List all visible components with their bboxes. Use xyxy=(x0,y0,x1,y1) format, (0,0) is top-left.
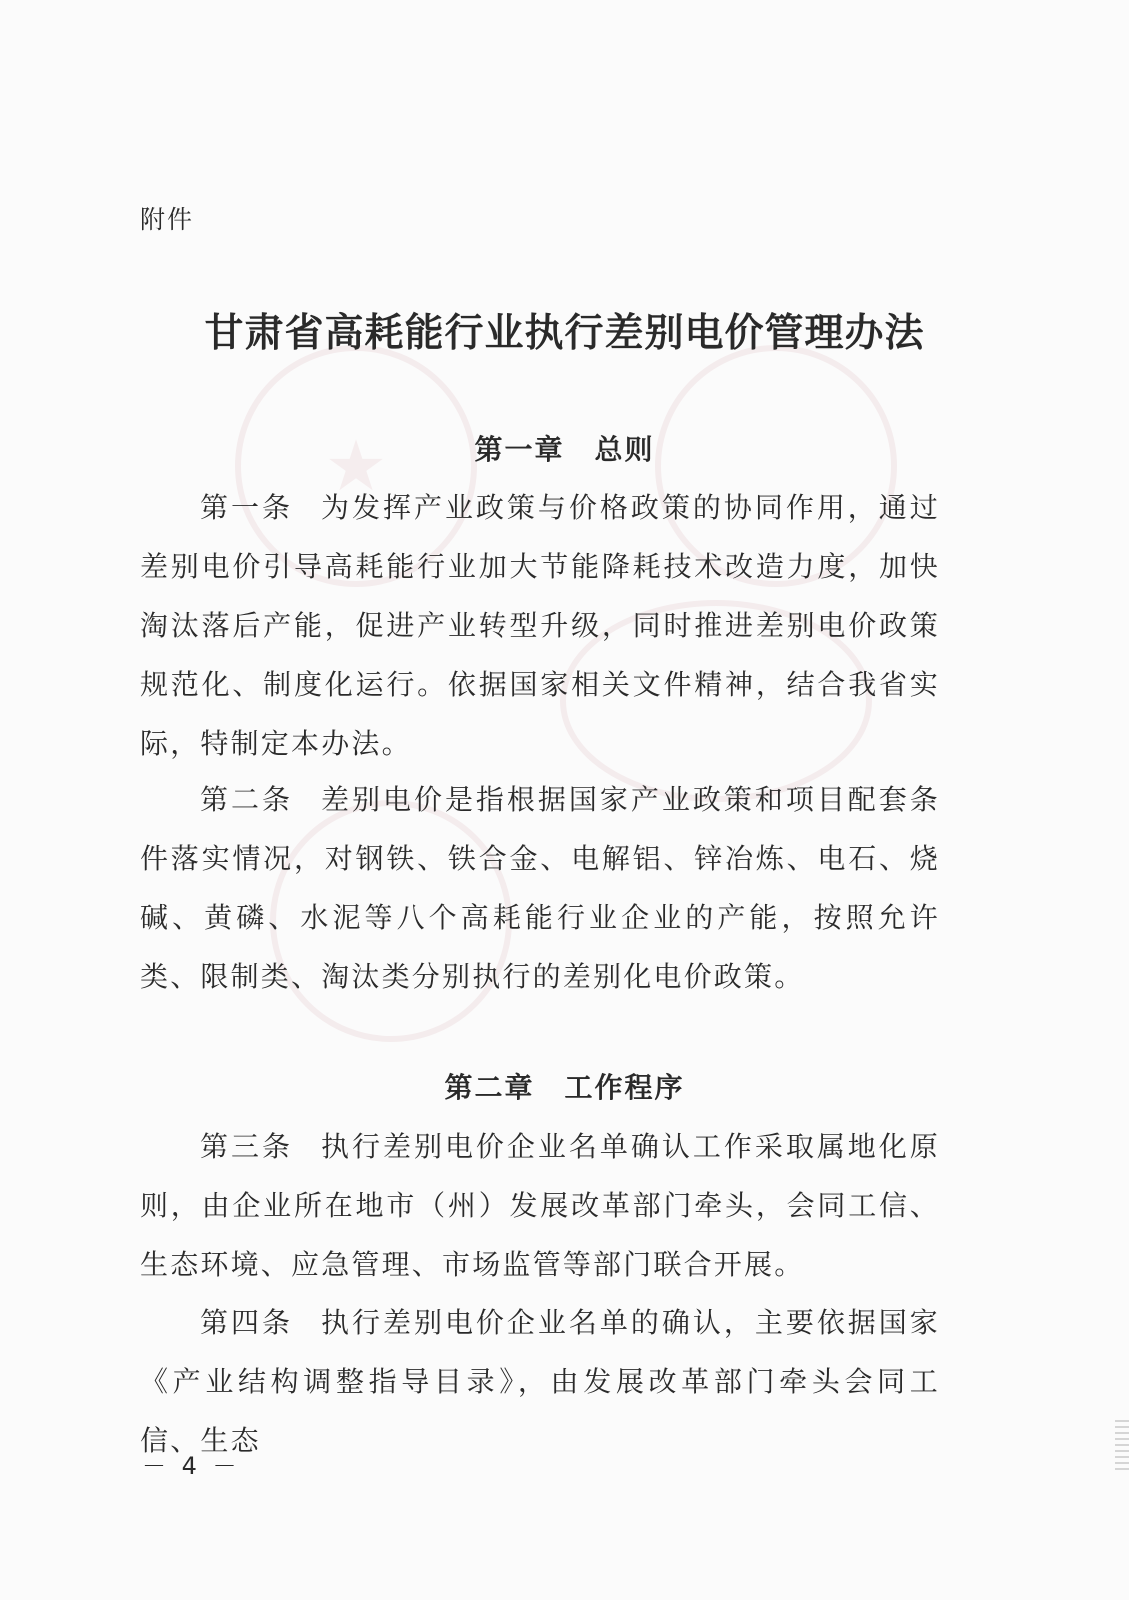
annex-label: 附件 xyxy=(140,205,195,234)
article-paragraph xyxy=(140,478,940,773)
article-text: 差别电价是指根据国家产业政策和项目配套条件落实情况，对钢铁、铁合金、电解铝、锌冶炼、电石、烧碱、黄磷、水泥等八个高耗能行业企业的产能，按照允许类、限制类、淘汰类分别执行的差别化电价政策。 xyxy=(140,783,940,993)
article-label: 第一条 xyxy=(200,491,293,524)
article-text: 执行差别电价企业名单的确认，主要依据国家《产业结构调整指导目录》，由发展改革部门牵头会同工信、生态 xyxy=(140,1306,940,1457)
article-text: 执行差别电价企业名单确认工作采取属地化原则，由企业所在地市（州）发展改革部门牵头，会同工信、生态环境、应急管理、市场监管等部门联合开展。 xyxy=(140,1130,940,1281)
scan-edge-mark xyxy=(1115,1420,1129,1470)
article-label: 第二条 xyxy=(200,783,293,816)
chapter-heading: 第一章 总则 xyxy=(474,433,655,466)
article-paragraph xyxy=(140,1293,940,1470)
article-text: 为发挥产业政策与价格政策的协同作用，通过差别电价引导高耗能行业加大节能降耗技术改造力度，加快淘汰落后产能，促进产业转型升级，同时推进差别电价政策规范化、制度化运行。依据国家相关文件精神，结合我省实际，特制定本办法。 xyxy=(140,491,940,760)
document-title: 甘肃省高耗能行业执行差别电价管理办法 xyxy=(204,310,925,356)
article-paragraph xyxy=(140,1117,940,1294)
article-label: 第四条 xyxy=(200,1306,293,1339)
article-label: 第三条 xyxy=(200,1130,293,1163)
chapter-heading: 第二章 工作程序 xyxy=(444,1071,685,1104)
article-paragraph xyxy=(140,770,940,1006)
page-number: － 4 － xyxy=(142,1452,241,1480)
official-seal-watermark: ★ xyxy=(235,345,477,587)
